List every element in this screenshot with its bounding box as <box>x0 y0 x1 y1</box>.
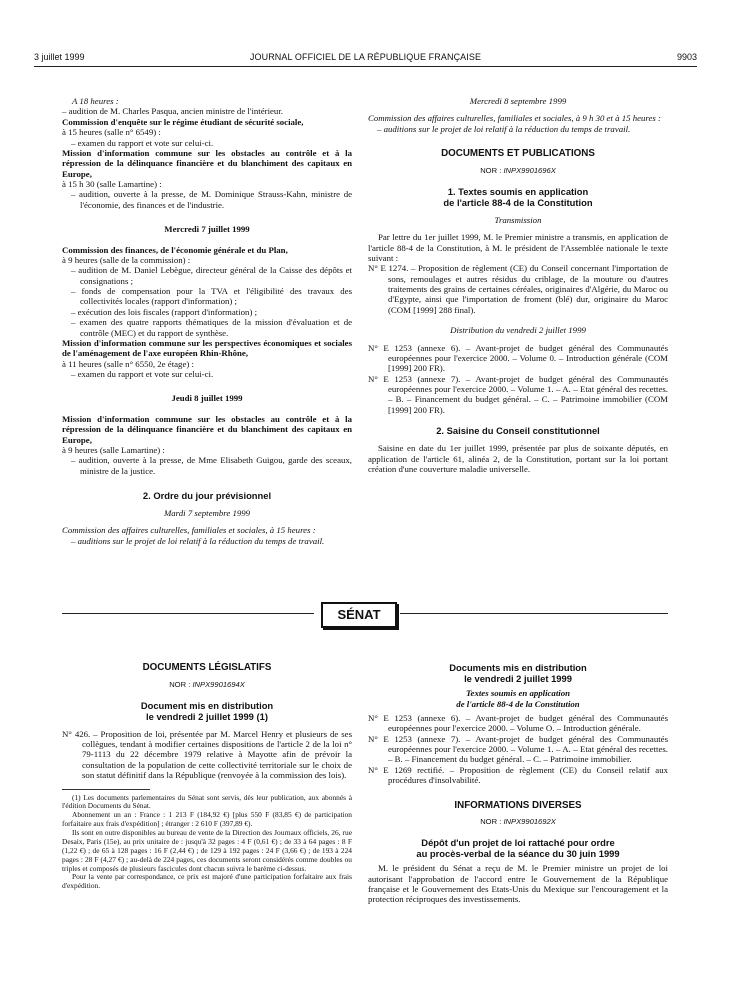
informations-diverses-heading: INFORMATIONS DIVERSES <box>454 799 582 811</box>
time-18: A 18 heures : <box>72 96 119 106</box>
wednesday-heading: Mercredi 7 juillet 1999 <box>164 224 250 235</box>
page-number: 9903 <box>676 52 697 62</box>
e1253-7-item: N° E 1253 (annexe 7). – Avant-projet de budget général des Communautés européennes pour l'exercice 2000. – Volume 1. – A. – Etat général des recettes. – B. – Financement du budget général. – C. – Patrimoine immobilier. <box>368 733 668 765</box>
senat-rule-right <box>400 613 668 614</box>
sept8-heading: Mercredi 8 septembre 1999 <box>469 96 567 106</box>
senat-banner: SÉNAT <box>321 602 397 628</box>
enquete-item: – examen du rapport et vote sur celui-ci. <box>71 137 214 148</box>
distribution-heading-2: le vendredi 2 juillet 1999 (1) <box>146 710 268 722</box>
rhin-title: Mission d'information commune sur les perspectives économiques et sociales de l'aménagement de l'axe européen Rhin-Rhône, <box>62 337 352 359</box>
transmission-heading: Transmission <box>494 214 542 225</box>
transmission-text: Par lettre du 1er juillet 1999, M. le Premier ministre a transmis, en application de l'article 88-4 de la Constitution, à M. le président de l'Assemblée nationale le texte suivant : <box>368 232 668 263</box>
nor-label: NOR : <box>480 817 502 827</box>
distribution-heading: Distribution du vendredi 2 juillet 1999 <box>450 325 586 336</box>
nor-label: NOR : <box>169 679 191 689</box>
assemblee-left-column <box>62 96 352 546</box>
textes-heading-1: 1. Textes soumis en application <box>447 185 589 197</box>
documents-distribution-heading-1: Documents mis en distribution <box>449 662 587 673</box>
footnote: Abonnement un an : France : 1 213 F (184,92 €) [plus 550 F (83,85 €) de participation forfaitaire aux frais d'expédition] ; étranger : 2 610 F (397,89 €). <box>62 810 352 829</box>
saisine-text: Saisine en date du 1er juillet 1999, présentée par plus de soixante députés, en application de l'article 61, alinéa 2, de la Constitution, portant sur la loi portant création d'une couverture maladie universelle. <box>368 443 668 475</box>
e1274-item: N° E 1274. – Proposition de règlement (CE) du Conseil concernant l'importation de sons, remoulages et autres résidus du criblage, de la mouture ou d'autres traitements des grains de certaines céréales, originaires d'Algérie, du Maroc ou d'Egypte, ainsi que l'importation de froment (blé) dur, originaire du Maroc (COM [1999] 288 final). <box>368 263 668 315</box>
footnote: Ils sont en outre disponibles au bureau de vente de la Direction des Journaux officiels, 26, rue Desaix, Paris (15e), au prix unitaire de : jusqu'à 32 pages : 4 F (0,61 €) ; de 33 à 64 pages : 8 F (1,22 €) ; de 65 à 128 pages : 16 F (2,44 €) ; de 129 à 192 pages : 24 F (3,66 €) ; de 193 à 224 pages : 28 F (4,27 €) ; au-delà de 224 pages, ces documents seront considérés comme doubles ou triples et composés de plusieurs fascicules dont chacun suivra le barème ci-dessus. <box>62 828 352 873</box>
nor-code: INPX9901696X <box>503 165 556 175</box>
pasqua-item: – audition de M. Charles Pasqua, ancien ministre de l'intérieur. <box>62 106 283 117</box>
header-rule <box>34 66 697 67</box>
thursday-heading: Jeudi 8 juillet 1999 <box>171 393 243 404</box>
enquete-time: à 15 heures (salle n° 6549) : <box>62 127 161 138</box>
footnote: (1) Les documents parlementaires du Sénat sont servis, dès leur publication, aux abonnés à l'édition Documents du Sénat. <box>62 792 352 811</box>
mission-time: à 15 h 30 (salle Lamartine) : <box>62 179 162 189</box>
sept8-commission: Commission des affaires culturelles, familiales et sociales, à 9 h 30 et à 15 heures : <box>368 113 661 124</box>
footnote: Pour la vente par correspondance, ce prix est majoré d'une participation forfaitaire aux frais d'expédition. <box>62 872 352 891</box>
ordre-date: Mardi 7 septembre 1999 <box>163 508 251 519</box>
ordre-item: – auditions sur le projet de loi relatif à la réduction du temps de travail. <box>71 535 325 546</box>
mission-title: Mission d'information commune sur les obstacles au contrôle et à la répression de la délinquance financière et du blanchiment des capitaux en Europe, <box>62 147 352 179</box>
rhin-time: à 11 heures (salle n° 6550, 2e étage) : <box>62 358 194 369</box>
nor-reference <box>62 681 352 690</box>
textes-heading-1: Textes soumis en application <box>465 688 571 699</box>
nor-code: INPX9901692X <box>503 817 556 827</box>
documents-legislatifs-heading: DOCUMENTS LÉGISLATIFS <box>142 662 272 673</box>
sept8-item: – auditions sur le projet de loi relatif à la réduction du temps de travail. <box>377 123 631 134</box>
ordre-commission: Commission des affaires culturelles, familiales et sociales, à 15 heures : <box>62 525 316 536</box>
footnote-rule <box>62 789 150 790</box>
textes-heading-2: de l'article 88-4 de la Constitution <box>456 698 580 709</box>
nor-reference <box>368 167 668 176</box>
depot-heading-2: au procès-verbal de la séance du 30 juin 1999 <box>416 848 620 860</box>
enquete-title: Commission d'enquête sur le régime étudiant de sécurité sociale, <box>62 116 304 127</box>
finances-item: – examen des quatre rapports thématiques de la mission d'évaluation et de contrôle (MEC) et du rapport de synthèse. <box>71 317 352 338</box>
distribution-heading-1: Document mis en distribution <box>140 699 274 711</box>
senat-rule-left <box>62 613 314 614</box>
nor-reference <box>368 818 668 827</box>
depot-heading-1: Dépôt d'un projet de loi rattaché pour ordre <box>421 837 615 849</box>
depot-text: M. le président du Sénat a reçu de M. le Premier ministre un projet de loi autorisant l'approbation de l'accord entre le Gouvernement de la République française et le Gouvernement des Etats-Unis du Mexique sur l'encouragement et la protection réciproques des investissements. <box>368 863 668 905</box>
mission2-item: – audition, ouverte à la presse, de Mme Elisabeth Guigou, garde des sceaux, ministre de la justice. <box>71 455 352 476</box>
textes-heading-2: de l'article 88-4 de la Constitution <box>443 196 593 208</box>
finances-item: – fonds de compensation pour la TVA et l'éligibilité des travaux des collectivités locales (rapport d'information) ; <box>71 286 352 307</box>
ordre-heading: 2. Ordre du jour prévisionnel <box>142 490 272 501</box>
e1269-item: N° E 1269 rectifié. – Proposition de règlement (CE) du Conseil relatif aux procédures d'insolvabilité. <box>368 764 668 786</box>
senat-right-column <box>368 662 668 905</box>
finances-title: Commission des finances, de l'économie générale et du Plan, <box>62 244 288 255</box>
e1253-7-item: N° E 1253 (annexe 7). – Avant-projet de budget général des Communautés européennes pour l'exercice 2000. – Volume 1. – A. – Etat général des recettes. – B. – Financement du budget général. – C. – Patrimoine immobilier (COM [1999] 200 FR). <box>368 373 668 415</box>
mission-item: – audition, ouverte à la presse, de M. Dominique Strauss-Kahn, ministre de l'économie, des finances et de l'industrie. <box>71 189 352 210</box>
mission2-time: à 9 heures (salle Lamartine) : <box>62 444 165 455</box>
rhin-item: – examen du rapport et vote sur celui-ci. <box>71 369 214 379</box>
assemblee-right-column <box>368 96 668 474</box>
n426-item: N° 426. – Proposition de loi, présentée par M. Marcel Henry et plusieurs de ses collègues, tendant à modifier certaines dispositions de l'article 2 de la loi n° 79-1113 du 22 décembre 1979 relative à Mayotte afin de prévoir la consultation de la population de cette collectivité territoriale sur le choix de son statut définitif dans la République (renvoyée à la commission des lois). <box>62 728 352 781</box>
page-header <box>34 52 697 64</box>
documents-distribution-heading-2: le vendredi 2 juillet 1999 <box>464 673 572 685</box>
nor-label: NOR : <box>480 165 502 175</box>
finances-item: – audition de M. Daniel Lebègue, directeur général de la Caisse des dépôts et consignations ; <box>71 265 352 286</box>
header-date: 3 juillet 1999 <box>34 52 85 62</box>
mission2-title: Mission d'information commune sur les obstacles au contrôle et à la répression de la délinquance financière et du blanchiment des capitaux en Europe, <box>62 413 352 445</box>
senat-left-column <box>62 662 352 891</box>
nor-code: INPX9901694X <box>192 679 245 689</box>
documents-publications-heading: DOCUMENTS ET PUBLICATIONS <box>441 148 595 160</box>
saisine-heading: 2. Saisine du Conseil constitutionnel <box>436 425 600 437</box>
finances-time: à 9 heures (salle de la commission) : <box>62 254 191 265</box>
journal-title: JOURNAL OFFICIEL DE LA RÉPUBLIQUE FRANÇAISE <box>249 52 482 62</box>
e1253-6-item: N° E 1253 (annexe 6). – Avant-projet de budget général des Communautés européennes pour l'exercice 2000. – Volume O. – Introduction générale. <box>368 712 668 734</box>
finances-item: – exécution des lois fiscales (rapport d'information) ; <box>71 306 258 317</box>
e1253-6-item: N° E 1253 (annexe 6). – Avant-projet de budget général des Communautés européennes pour l'exercice 2000. – Volume 0. – Introduction générale (COM [1999] 200 FR). <box>368 342 668 374</box>
